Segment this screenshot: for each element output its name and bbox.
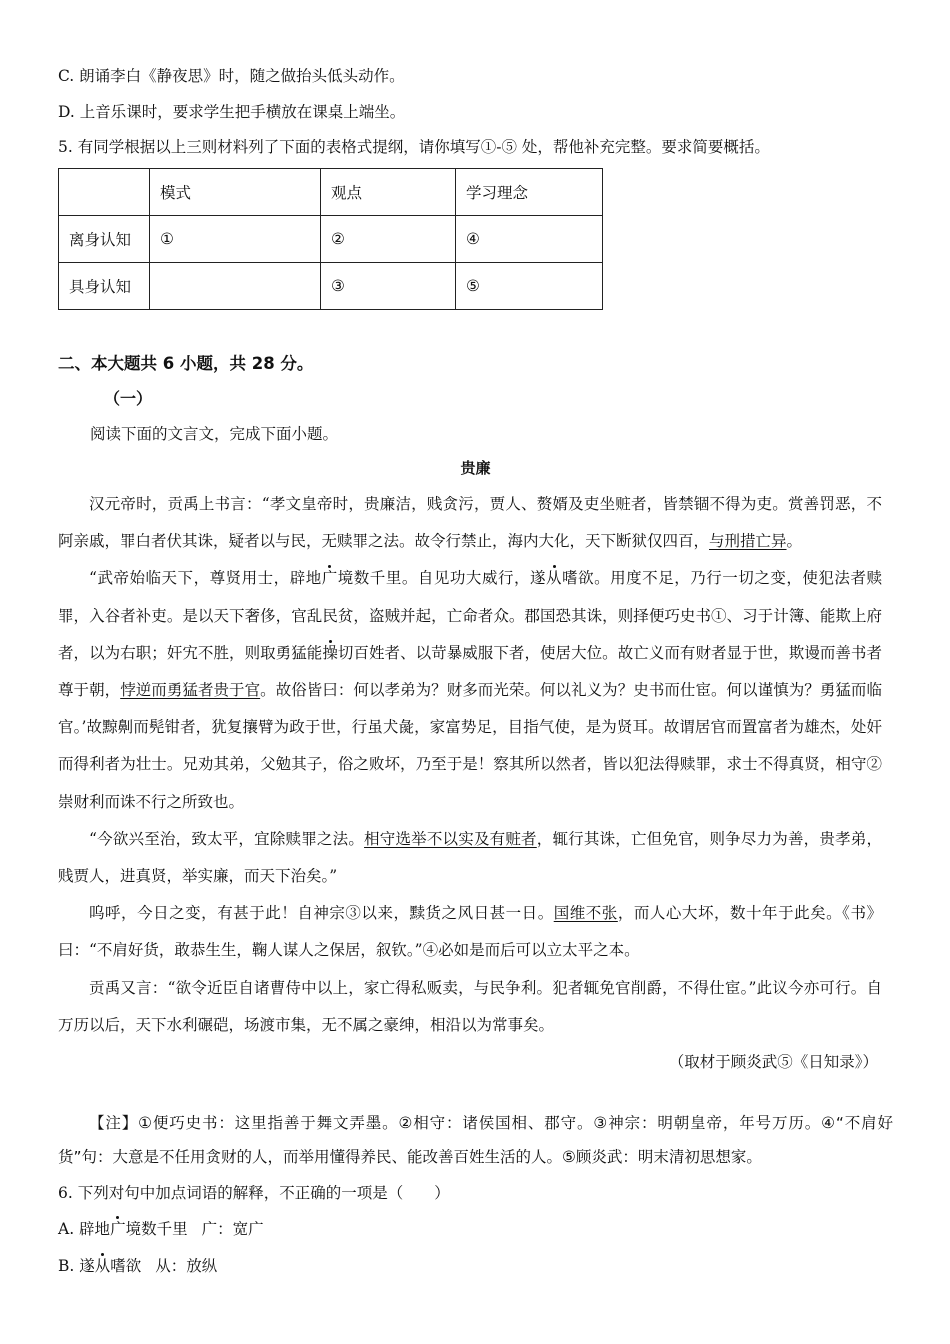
text-run: “今欲兴至治，致太平，宜除赎罪之法。 [89, 829, 365, 848]
passage-title: 贵廉 [460, 459, 491, 477]
passage-paragraph: 贡禹又言：“欲令近臣自诸曹侍中以上，家亡得私贩卖，与民争利。犯者辄免官削爵，不得仕宦。”此议今亦可行。自万历以后，天下水利碾硙，场渡市集，无不属之豪绅，相沿以为常事矣。 [58, 978, 882, 1034]
passage-paragraph [58, 560, 882, 820]
dotted-word: 从 [546, 569, 563, 588]
text-run: 汉元帝时，贡禹上书言：“孝文皇帝时，贵廉洁，贱贪污，贾人、赘婿及吏坐赃者，皆禁锢不得为吏。赏善罚恶，不阿亲戚，罪白者伏其诛，疑者以与民，无赎罪之法。故令行禁止，海内大化，天下断狱仅四百， [58, 495, 882, 551]
subsection-label: （一） [104, 389, 153, 408]
text-run: B. 遂 [58, 1257, 95, 1275]
underlined-phrase: 国维不张 [553, 904, 618, 923]
table-cell: 具身认知 [59, 263, 150, 310]
underlined-phrase: 悖逆而勇猛者贵于官 [120, 681, 261, 700]
table-row [59, 263, 603, 310]
table-cell [59, 169, 150, 216]
table-cell: ③ [321, 263, 456, 310]
option-gloss: 从：放纵 [155, 1257, 218, 1275]
text-run: “武帝始临天下，尊贤用士，辟地 [89, 569, 322, 588]
text-run: 切百姓者、以苛暴威服下者，使居大位。故亡义而有财者显于世，欺谩而善书者尊于朝， [58, 643, 882, 700]
underlined-phrase: 相守选举不以实及有赃者 [364, 829, 537, 848]
dotted-word: 广 [321, 569, 338, 588]
text-run: 。 [786, 532, 803, 551]
table-cell: ⑤ [456, 263, 603, 310]
annotation-note [58, 1106, 893, 1174]
table-row [59, 216, 603, 263]
passage-paragraph [58, 486, 882, 560]
table-cell: ① [150, 216, 321, 263]
text-run: 。故俗皆曰：何以孝弟为？财多而光荣。何以礼义为？史书而仕宦。何以谨慎为？勇猛而临官。’故黥劓而髡钳者，犹复攘臂为政于世，行虽犬彘，家富势足，目指气使，是为贤耳。故谓居官而置富者为雄杰，处奸而得利者为壮士。兄劝其弟，父勉其子，俗之败坏，乃至于是！察其所以然者，皆以犯法得赎罪，求士不得真贤，相守②崇财利而诛不行之所致也。 [58, 681, 882, 811]
option-d: D. 上音乐课时，要求学生把手横放在课桌上端坐。 [58, 103, 406, 121]
text-run: 呜呼，今日之变，有甚于此！自神宗③以来，黩货之风日甚一日。 [89, 904, 554, 923]
question-5: 5. 有同学根据以上三则材料列了下面的表格式提纲，请你填写①-⑤ 处，帮他补充完整。要求简要概括。 [58, 138, 770, 156]
table-header: 模式 [150, 169, 321, 216]
table-header: 观点 [321, 169, 456, 216]
text-run: 境数千里 [125, 1220, 188, 1238]
section-heading: 二、本大题共 6 小题，共 28 分。 [58, 354, 314, 373]
option-a [58, 1217, 264, 1239]
table-cell: 离身认知 [59, 216, 150, 263]
passage-paragraph [58, 895, 882, 969]
option-c: C. 朗诵李白《静夜思》时，随之做抬头低头动作。 [58, 67, 405, 85]
text-run: 嗜欲 [110, 1257, 142, 1275]
note-text: 【注】①便巧史书：这里指善于舞文弄墨。②相守：诸侯国相、郡守。③神宗：明朝皇帝，年号万历。④“不肩好货”句：大意是不任用贪财的人，而举用懂得养民、能改善百姓生活的人。⑤顾炎武：明末清初思想家。 [58, 1114, 893, 1166]
table-cell: ④ [456, 216, 603, 263]
dotted-word: 操 [322, 643, 338, 662]
reading-instruction: 阅读下面的文言文，完成下面小题。 [90, 425, 339, 443]
text-run: A. 辟地 [58, 1220, 111, 1238]
option-gloss: 广：宽广 [201, 1220, 264, 1238]
passage-body [58, 486, 882, 1081]
table-header: 学习理念 [456, 169, 603, 216]
table-cell: ② [321, 216, 456, 263]
passage-source: （取材于顾炎武⑤《日知录》） [668, 1053, 878, 1072]
dotted-word: 广 [110, 1220, 126, 1238]
table-cell [150, 263, 321, 310]
passage-paragraph [58, 821, 882, 895]
text-run: 嗜欲。用度不足，乃行一切之变，使犯法者赎罪，入谷者补吏。是以天下奢侈，官乱民贫，盗贼并起，亡命者众。郡国恐其诛，则择便巧史书①、习于计簿、能欺上府者，以为右职；奸宄不胜，则取勇猛能 [58, 569, 882, 662]
dotted-word: 从 [94, 1257, 111, 1275]
option-b [58, 1254, 217, 1276]
outline-table [58, 168, 603, 310]
text-run: ，辄行其诛，亡但免官，则争尽力为善，贵孝弟，贱贾人，进真贤，举实廉，而天下治矣。” [58, 829, 882, 886]
text-run: 境数千里。自见功大威行，遂 [337, 569, 547, 588]
question-6: 6. 下列对句中加点词语的解释，不正确的一项是（ ） [58, 1184, 450, 1202]
underlined-phrase: 与刑措亡异 [709, 532, 787, 551]
table-header-row [59, 169, 603, 216]
text-run: ，而人心大坏，数十年于此矣。《书》曰：“不肩好货，敢恭生生，鞠人谋人之保居，叙钦。”④必如是而后可以立太平之本。 [58, 904, 882, 960]
